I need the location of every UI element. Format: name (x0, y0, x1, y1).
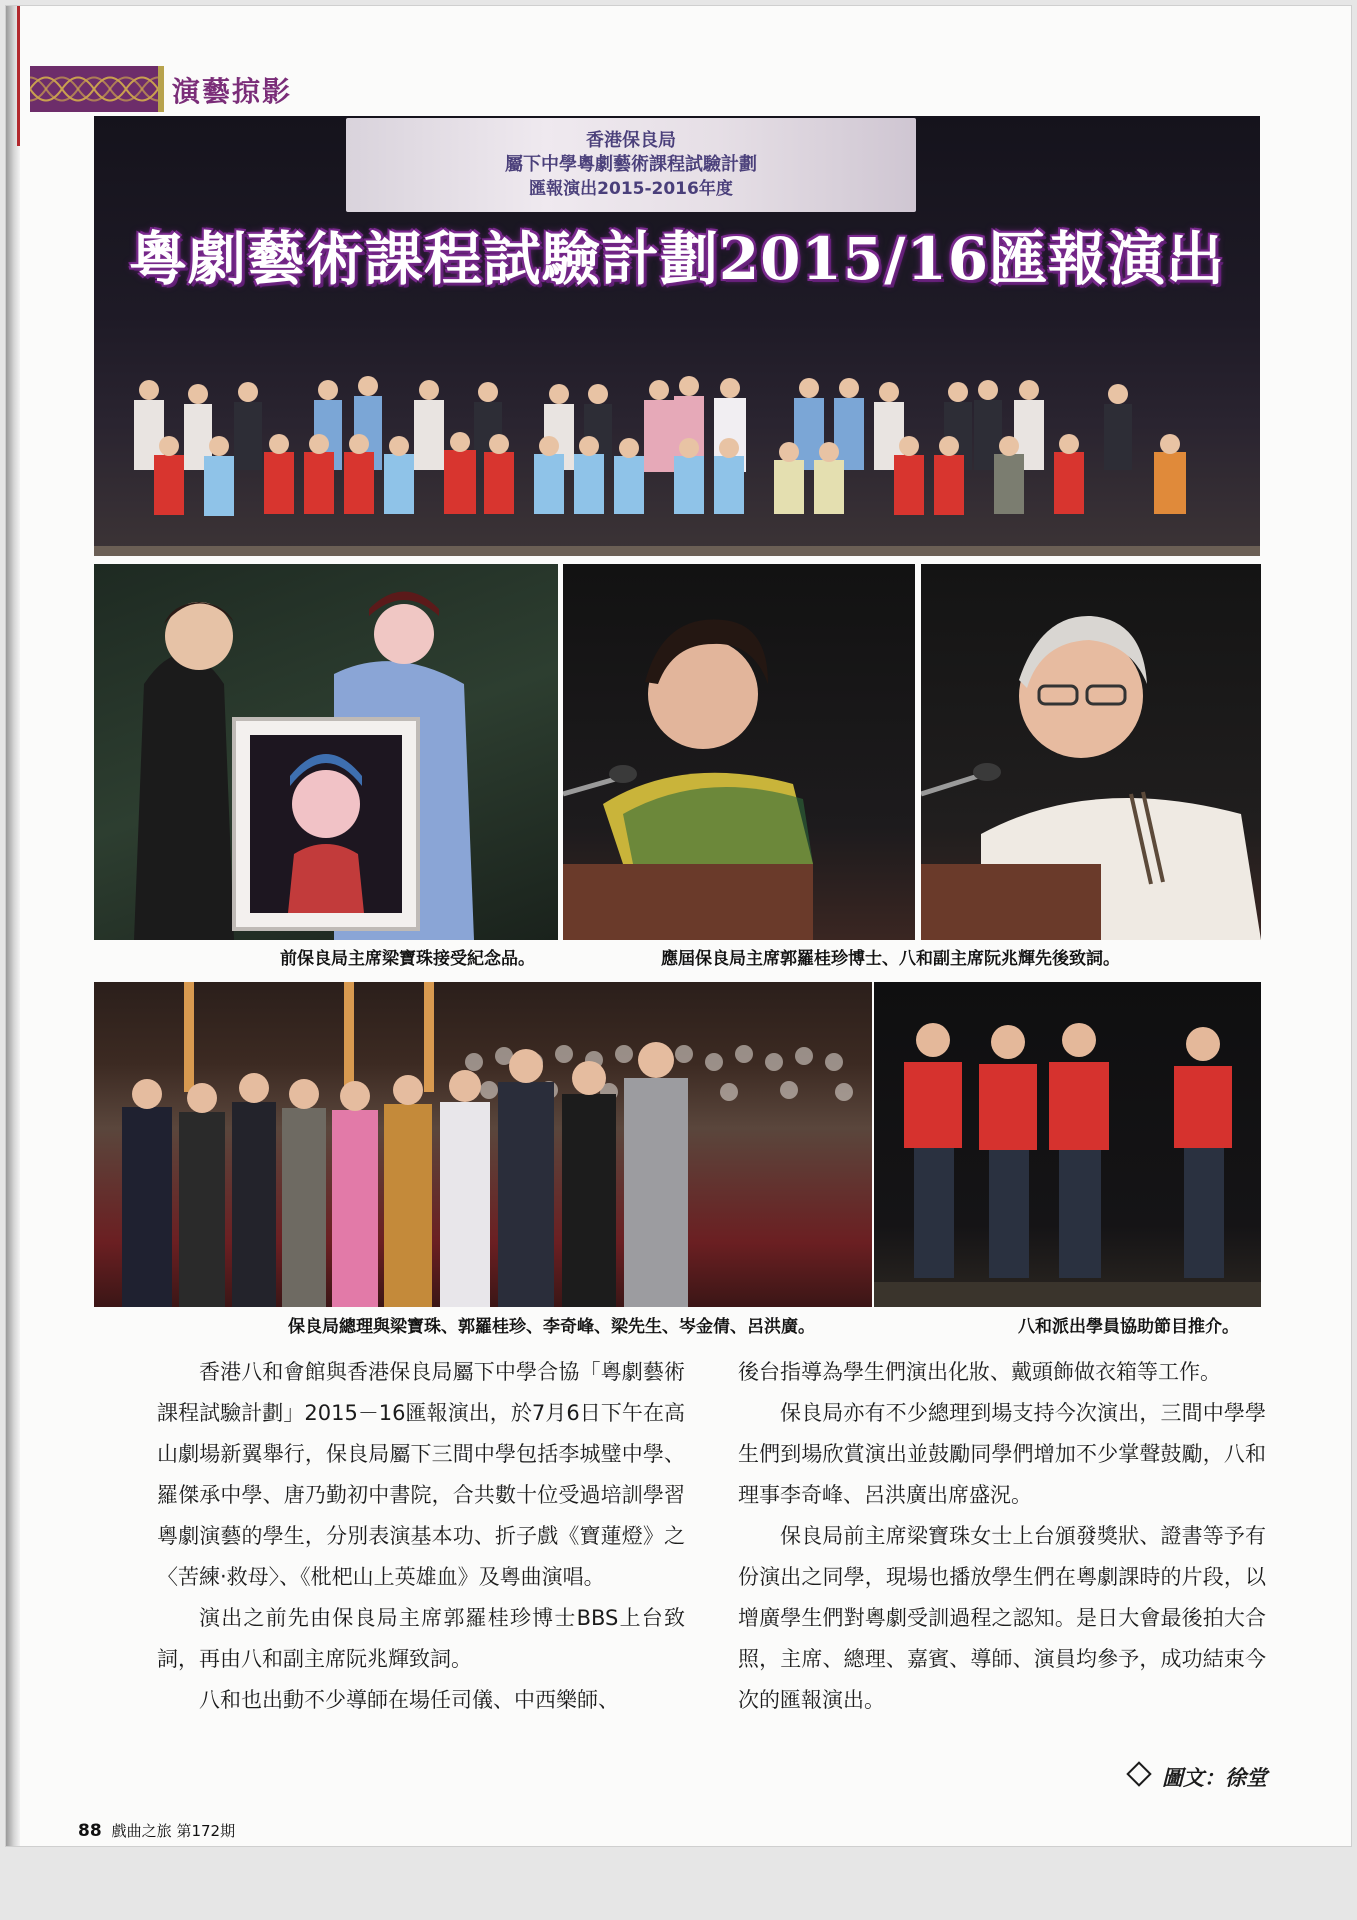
speaker-vice-chairman-photo (921, 564, 1261, 940)
caption-speech-photos: 應屆保良局主席郭羅桂珍博士、八和副主席阮兆輝先後致詞。 (661, 949, 1120, 969)
page-number: 88 (78, 1821, 102, 1841)
page-spine-shadow (6, 6, 20, 1846)
article-paragraph: 保良局前主席梁寶珠女士上台頒發獎狀、證書等予有份演出之同學，現場也播放學生們在粵劇課時的片段，以增廣學生們對粵劇受訓過程之認知。是日大會最後拍大合照，主席、總理、嘉賓、導師、演員均參予，成功結束今次的匯報演出。 (738, 1524, 1266, 1712)
stage-backdrop-board (346, 118, 916, 212)
caption-award-photo: 前保良局主席梁寶珠接受紀念品。 (280, 949, 535, 969)
vip-group-photo (94, 982, 872, 1307)
article-paragraph: 八和也出動不少導師在場任司儀、中西樂師、 (199, 1688, 619, 1712)
diamond-bullet-icon (1126, 1761, 1151, 1786)
magazine-issue: 戲曲之旅 第172期 (111, 1822, 236, 1840)
article-column-right (738, 1352, 1266, 1721)
backdrop-line-1: 香港保良局 (586, 130, 676, 151)
article-paragraph-continued: 後台指導為學生們演出化妝、戴頭飾做衣箱等工作。 (738, 1360, 1221, 1384)
students-stage-photo (874, 982, 1261, 1307)
article-column-left (157, 1352, 685, 1721)
backdrop-line-2: 屬下中學粵劇藝術課程試驗計劃 (505, 154, 757, 175)
red-margin-mark (17, 6, 20, 146)
group-photo-banner (94, 116, 1260, 556)
article-paragraph: 保良局亦有不少總理到場支持今次演出，三間中學學生們到場欣賞演出並鼓勵同學們增加不少掌聲鼓勵，八和理事李奇峰、呂洪廣出席盛況。 (738, 1401, 1266, 1507)
article-paragraph: 演出之前先由保良局主席郭羅桂珍博士BBS上台致詞，再由八和副主席阮兆輝致詞。 (157, 1606, 685, 1671)
credit-text: 圖文：徐堂 (1162, 1766, 1267, 1790)
backdrop-line-3: 匯報演出2015-2016年度 (529, 179, 733, 199)
caption-students-photo: 八和派出學員協助節目推介。 (1018, 1317, 1239, 1337)
page-footer (78, 1820, 235, 1841)
article-credit (1130, 1762, 1267, 1792)
stage-floor (94, 546, 1260, 556)
caption-vip-group-photo: 保良局總理與梁寶珠、郭羅桂珍、李奇峰、梁先生、岑金倩、呂洪廣。 (288, 1317, 815, 1337)
banner-title: 粵劇藝術課程試驗計劃2015/16匯報演出 (128, 225, 1226, 293)
lattice-pattern-icon (30, 66, 158, 112)
header-gold-bar (158, 66, 164, 112)
speaker-chairwoman-photo (563, 564, 915, 940)
article-paragraph: 香港八和會館與香港保良局屬下中學合協「粵劇藝術課程試驗計劃」2015－16匯報演出，於7月6日下午在高山劇場新翼舉行，保良局屬下三間中學包括李城璧中學、羅傑承中學、唐乃勤初中書院，合共數十位受過培訓學習粵劇演藝的學生，分別表演基本功、折子戲《寶蓮燈》之〈苦練‧救母〉、《枇杷山上英雄血》及粵曲演唱。 (157, 1360, 685, 1589)
group-crowd-illustration (114, 360, 1234, 550)
section-title: 演藝掠影 (172, 75, 293, 108)
award-presentation-photo (94, 564, 558, 940)
